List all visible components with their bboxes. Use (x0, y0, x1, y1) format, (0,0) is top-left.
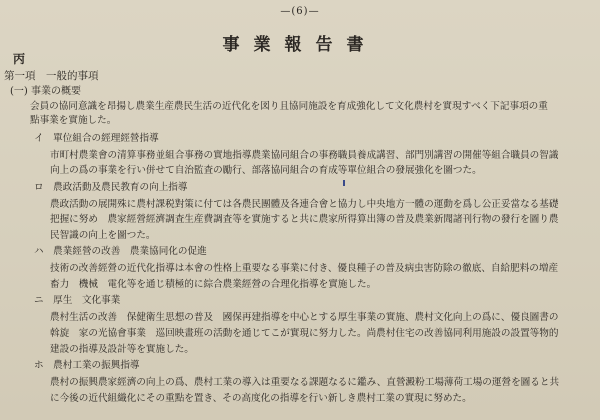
item-ro-line-2: 把握に努め 農家經營經濟調査生産費調査等を實施すると共に農家所得算出簿の普及農業新聞諸刊行物の發行を圖り農 (50, 214, 559, 225)
item-ho-line-2: に今後の近代組織化にその重點を置き、その高度化の指導を行い新しき農村工業の實現に努めた。 (50, 393, 472, 404)
item-heading-i: イ 單位組合の經理經營指導 (34, 133, 159, 144)
item-ha-line-1: 技術の改善經營の近代化指導は本會の性格上重要なる事業に付き、優良種子の普及病虫害防除の徹底、自給肥料の増産 (50, 263, 559, 274)
item-i-line-2: 向上の爲の事業を行い併せて自治監査の勵行、部落協同組合の育成等單位組合の發展強化を圖つた。 (50, 165, 482, 176)
item-ro-line-3: 民智識の向上を圖つた。 (50, 230, 156, 241)
item-ni-line-1: 農村生活の改善 保健衛生思想の普及 國保再建指導を中心とする厚生事業の實施、農村文化向上の爲に、優良圖書の (50, 312, 559, 323)
intro-line-1: 会員の協同意識を昂揚し農業生産農民生活の近代化を図り且協同施設を育成強化して文化農村を實現すべく下記事項の重 (30, 101, 548, 112)
section-mark: 丙 (13, 52, 26, 66)
ink-speck (343, 180, 345, 186)
document-title: 事業報告書 (222, 35, 378, 55)
part-heading: 第一項 一般的事項 (4, 70, 99, 82)
item-heading-ho: ホ 農村工業の振興指導 (34, 360, 140, 371)
item-ha-line-2: 畜力 機械 電化等を通じ積極的に綜合農業經營の合理化指導を實施した。 (50, 279, 377, 290)
item-ni-line-3: 建設の指導及設計等を實施した。 (50, 344, 194, 355)
intro-line-2: 點事業を實施した。 (30, 115, 117, 126)
page-number: —(6)— (280, 6, 320, 17)
item-ro-line-1: 農政活動の展開殊に農村課税對策に付ては各農民團體及各連合會と協力し中央地方一體の運動を爲し公正妥當なる基礎 (50, 199, 559, 210)
sub-heading: (一) 事業の概要 (10, 86, 81, 97)
item-heading-ha: ハ 農業經營の改善 農業協同化の促進 (34, 246, 207, 257)
item-heading-ni: ニ 厚生 文化事業 (34, 295, 121, 306)
item-heading-ro: ロ 農政活動及農民教育の向上指導 (34, 182, 188, 193)
item-i-line-1: 市町村農業會の清算事務並組合事務の實地指導農業協同組合の事務職員養成講習、部門別講習の開催等組合職員の智識 (50, 150, 559, 161)
item-ho-line-1: 農村の振興農家經濟の向上の爲、農村工業の導入は重要なる課題なるに鑑み、直營澱粉工場薄荷工場の運營を圖ると共 (50, 377, 560, 388)
item-ni-line-2: 斡旋 家の光協會事業 巡回映畫班の活動を通じてこが實現に努力した。尚農村住宅の改善協同利用施設の設置等物的 (50, 328, 559, 339)
